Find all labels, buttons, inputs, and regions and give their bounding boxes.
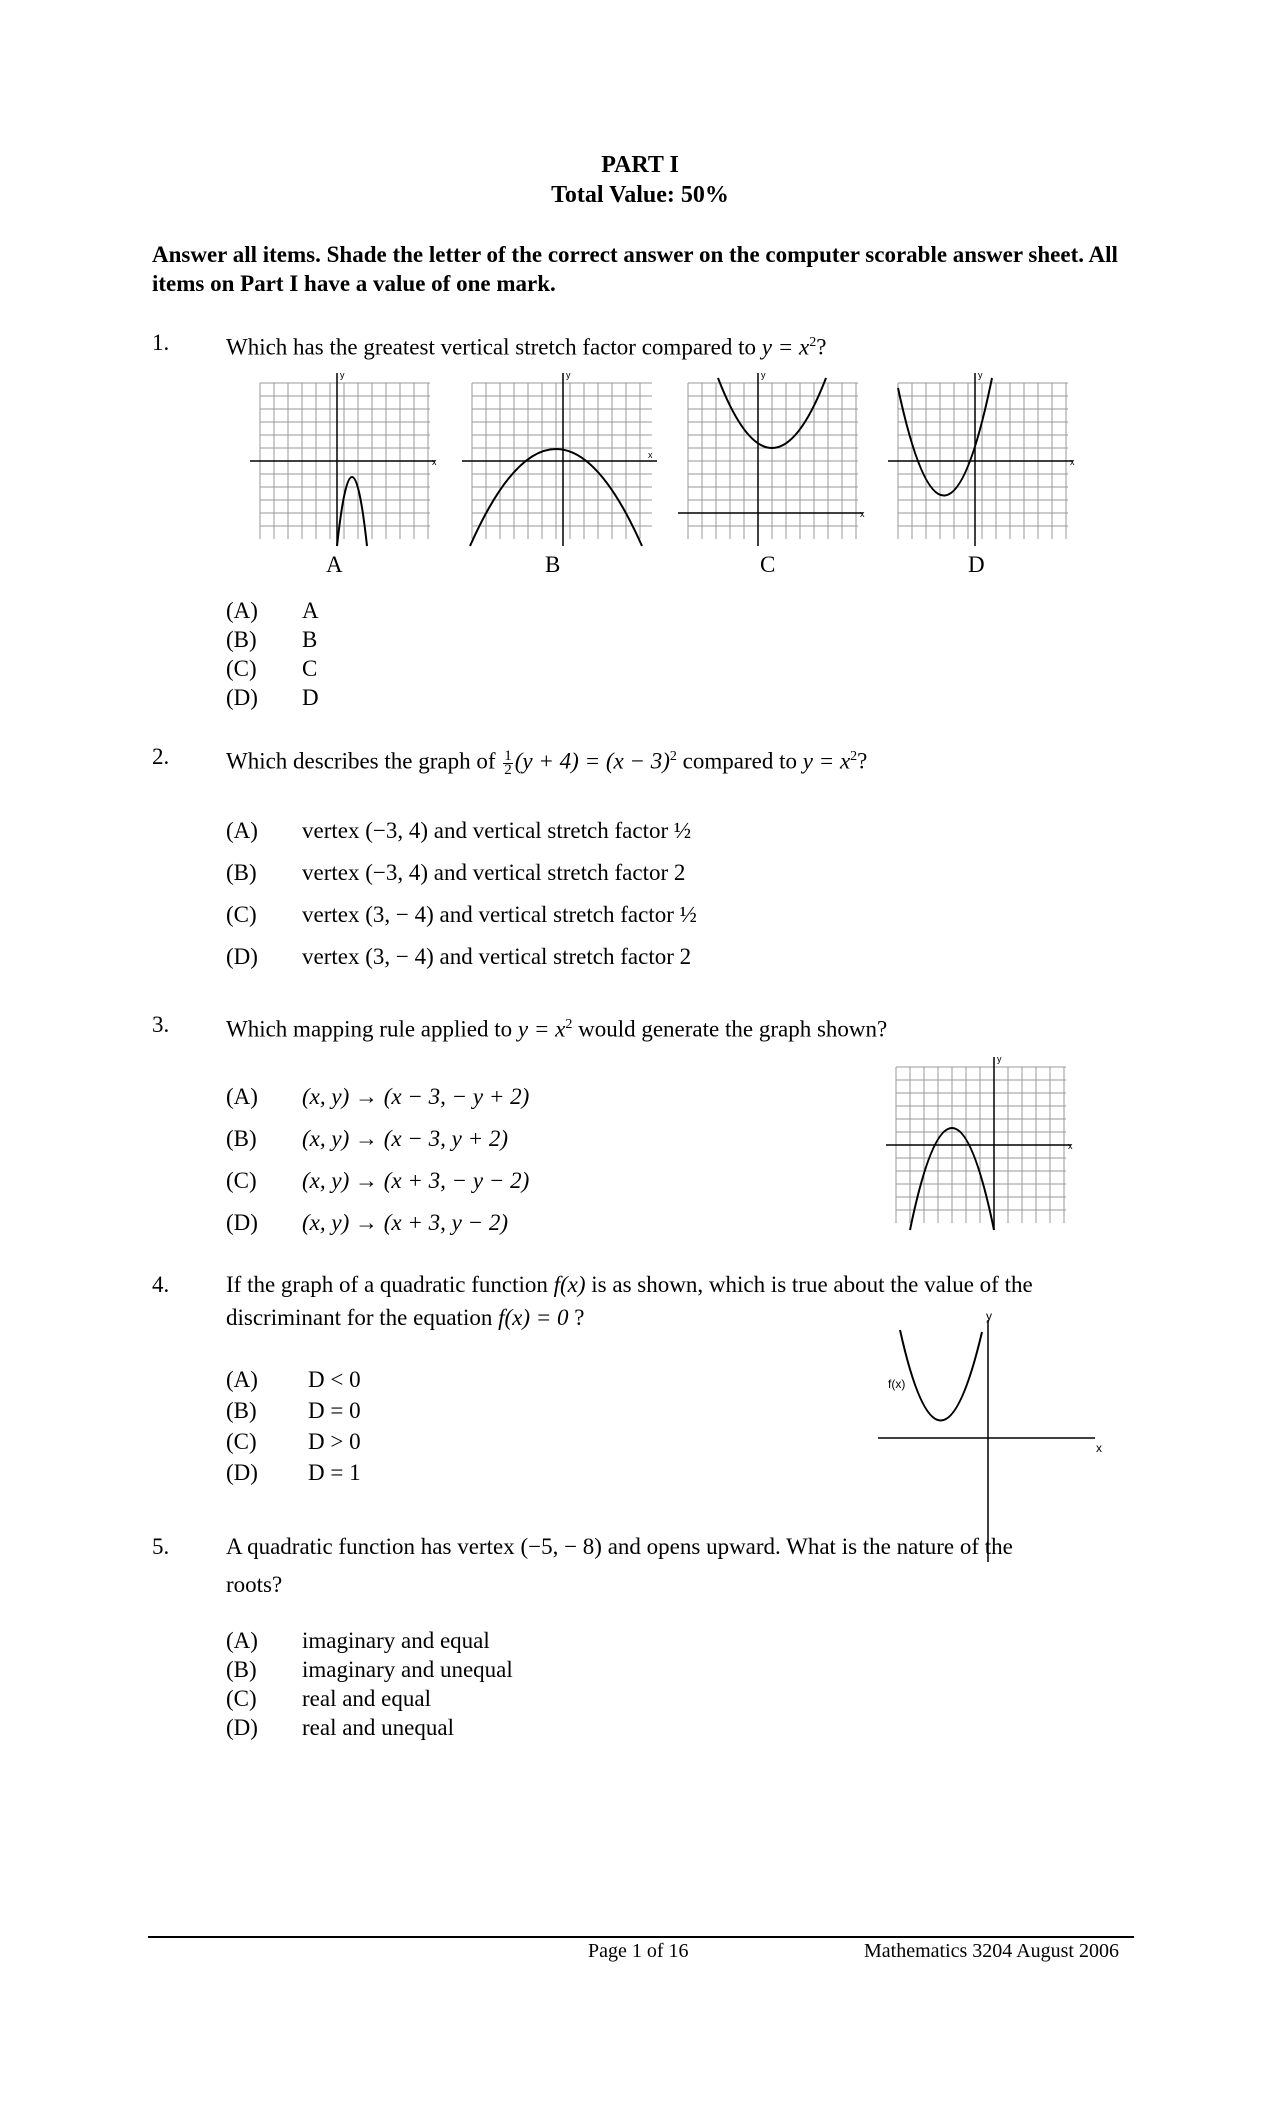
q2-options [226, 810, 697, 978]
option-label: (C) [226, 1686, 257, 1711]
q3-options [226, 1076, 529, 1244]
q2-equation: (y + 4) = (x − 3) [514, 748, 670, 774]
option-label: (B) [226, 627, 257, 652]
q4-text-line1 [226, 1268, 1146, 1301]
option-text: D > 0 [308, 1429, 361, 1454]
q5-text-line2: roots? [226, 1572, 283, 1597]
q5-text-line1 [226, 1530, 1146, 1563]
part-heading: PART I [601, 152, 679, 178]
option-label: (C) [226, 1429, 257, 1454]
q3-text-before: Which mapping rule applied to [226, 1016, 513, 1042]
fraction-numerator: 1 [504, 747, 512, 764]
q1-graph-label-c: C [760, 552, 776, 577]
q3-text-after: would generate the graph shown? [578, 1016, 888, 1042]
q1-option-a[interactable] [226, 596, 319, 625]
option-label: (B) [226, 1657, 257, 1682]
option-text: imaginary and unequal [302, 1657, 513, 1682]
svg-text:x: x [1068, 1141, 1073, 1151]
svg-text:y: y [340, 370, 345, 380]
q4-option-b[interactable] [226, 1395, 361, 1426]
option-factor: ½ [679, 902, 697, 927]
q2-option-a[interactable] [226, 810, 697, 852]
instructions: Answer all items. Shade the letter of the correct answer on the computer scorable answer sheet. All items on Part I have a value of one mark. [152, 242, 1118, 296]
q5-option-a[interactable] [226, 1626, 513, 1655]
option-label: (B) [226, 860, 257, 885]
option-prefix: vertex [302, 860, 360, 885]
svg-text:y: y [997, 1054, 1002, 1064]
q4-fx: f(x) [553, 1272, 586, 1297]
q1-graph-d [888, 368, 1078, 548]
option-vertex: (−3, 4) [365, 860, 429, 885]
svg-text:y: y [761, 370, 766, 380]
option-text: (x, y) → (x − 3, − y + 2) [302, 1084, 530, 1109]
fraction-denominator: 2 [504, 761, 512, 778]
option-prefix: vertex [302, 944, 360, 969]
option-label: (B) [226, 1126, 257, 1151]
q2-option-d[interactable] [226, 936, 697, 978]
option-text: real and equal [302, 1686, 431, 1711]
option-vertex: (3, − 4) [365, 902, 434, 927]
q1-number: 1. [152, 330, 170, 355]
option-text: D = 0 [308, 1398, 361, 1423]
q4-line2-before: discriminant for the equation [226, 1305, 493, 1330]
footer-page-number: Page 1 of 16 [588, 1940, 689, 1962]
q5-number: 5. [152, 1534, 170, 1559]
svg-text:x: x [860, 509, 865, 519]
q5-option-c[interactable] [226, 1684, 513, 1713]
q4-equation: f(x) = 0 [498, 1305, 569, 1330]
option-prefix: vertex [302, 818, 360, 843]
q1-text-before: Which has the greatest vertical stretch factor compared to [226, 334, 757, 360]
q2-text-after: compared to [682, 748, 797, 774]
q2-number: 2. [152, 744, 170, 769]
q1-option-d[interactable] [226, 683, 319, 712]
q1-graph-label-d: D [968, 552, 985, 577]
option-label: (B) [226, 1398, 257, 1423]
q5-option-b[interactable] [226, 1655, 513, 1684]
q3-option-d[interactable] [226, 1202, 529, 1244]
q4-qmark: ? [574, 1305, 585, 1330]
q1-graph-label-a: A [326, 552, 343, 577]
option-label: (D) [226, 1210, 258, 1235]
footer-course: Mathematics 3204 August 2006 [864, 1940, 1119, 1962]
q1-text [226, 326, 1126, 364]
option-factor: ½ [673, 818, 692, 843]
q3-exponent: 2 [565, 1017, 573, 1032]
option-text: A [302, 598, 319, 623]
option-label: (A) [226, 818, 258, 843]
option-label: (D) [226, 685, 258, 710]
q1-options [226, 596, 319, 712]
q1-graph-a [250, 368, 440, 548]
q2-option-c[interactable] [226, 894, 697, 936]
q4-option-a[interactable] [226, 1364, 361, 1395]
option-vertex: (−3, 4) [365, 818, 429, 843]
q3-graph [886, 1052, 1076, 1232]
q1-option-c[interactable] [226, 654, 319, 683]
q4-option-d[interactable] [226, 1457, 361, 1488]
q1-graph-label-b: B [545, 552, 561, 577]
option-text: imaginary and equal [302, 1628, 490, 1653]
q4-option-c[interactable] [226, 1426, 361, 1457]
option-text: D [302, 685, 319, 710]
option-suffix: and vertical stretch factor 2 [433, 860, 686, 885]
option-label: (A) [226, 1628, 258, 1653]
svg-text:x: x [1070, 457, 1075, 467]
q5-text-before: A quadratic function has vertex [226, 1534, 515, 1559]
option-label: (C) [226, 902, 257, 927]
svg-text:x: x [432, 457, 437, 467]
q4-line1-before: If the graph of a quadratic function [226, 1272, 548, 1297]
q1-graph-c [678, 368, 868, 548]
option-label: (A) [226, 1084, 258, 1109]
q4-line1-after: is as shown, which is true about the value of the [591, 1272, 1033, 1297]
option-text: B [302, 627, 318, 652]
svg-text:y: y [978, 370, 983, 380]
option-label: (C) [226, 1168, 257, 1193]
q5-option-d[interactable] [226, 1713, 513, 1742]
svg-text:x: x [648, 450, 653, 460]
option-label: (D) [226, 1460, 258, 1485]
q4-number: 4. [152, 1272, 170, 1297]
option-label: (A) [226, 598, 258, 623]
option-text: D = 1 [308, 1460, 361, 1485]
q3-option-b[interactable] [226, 1118, 529, 1160]
q4-graph-x-label: x [1096, 1441, 1102, 1455]
option-text: D < 0 [308, 1367, 361, 1392]
total-value: Total Value: 50% [551, 182, 729, 208]
q5-options [226, 1626, 513, 1742]
q3-number: 3. [152, 1012, 170, 1037]
q3-equation: y = x [517, 1016, 566, 1042]
q2-half-fraction [503, 747, 513, 778]
q4-options [226, 1364, 361, 1488]
q3-option-a[interactable] [226, 1076, 529, 1118]
q2-exponent-base: 2 [850, 749, 858, 764]
option-label: (A) [226, 1367, 258, 1392]
option-text: (x, y) → (x + 3, − y − 2) [302, 1168, 530, 1193]
option-text: real and unequal [302, 1715, 454, 1740]
q1-graph-b [462, 368, 662, 548]
q2-text [226, 740, 1126, 778]
option-label: (C) [226, 656, 257, 681]
option-prefix: vertex [302, 902, 360, 927]
q1-exponent: 2 [809, 335, 817, 350]
q3-text [226, 1008, 1126, 1046]
option-label: (D) [226, 944, 258, 969]
option-vertex: (3, − 4) [365, 944, 434, 969]
q5-vertex: (−5, − 8) [520, 1534, 602, 1559]
q1-option-b[interactable] [226, 625, 319, 654]
q2-equation-base: y = x [802, 748, 851, 774]
q1-qmark: ? [816, 334, 827, 360]
q5-text-after: and opens upward. What is the nature of the [607, 1534, 1013, 1559]
q2-exponent: 2 [669, 749, 677, 764]
q4-graph-y-label: y [986, 1310, 992, 1323]
option-label: (D) [226, 1715, 258, 1740]
q2-option-b[interactable] [226, 852, 697, 894]
option-suffix: and vertical stretch factor [433, 818, 669, 843]
q2-text-before: Which describes the graph of [226, 748, 496, 774]
option-text: (x, y) → (x − 3, y + 2) [302, 1126, 509, 1151]
option-suffix: and vertical stretch factor 2 [439, 944, 692, 969]
option-text: C [302, 656, 318, 681]
q4-graph-fx-label: f(x) [888, 1377, 906, 1391]
q3-option-c[interactable] [226, 1160, 529, 1202]
option-text: (x, y) → (x + 3, y − 2) [302, 1210, 509, 1235]
option-suffix: and vertical stretch factor [439, 902, 674, 927]
svg-text:y: y [566, 370, 571, 380]
q1-equation: y = x [761, 334, 810, 360]
footer-divider [148, 1936, 1134, 1938]
q2-qmark: ? [857, 748, 868, 774]
